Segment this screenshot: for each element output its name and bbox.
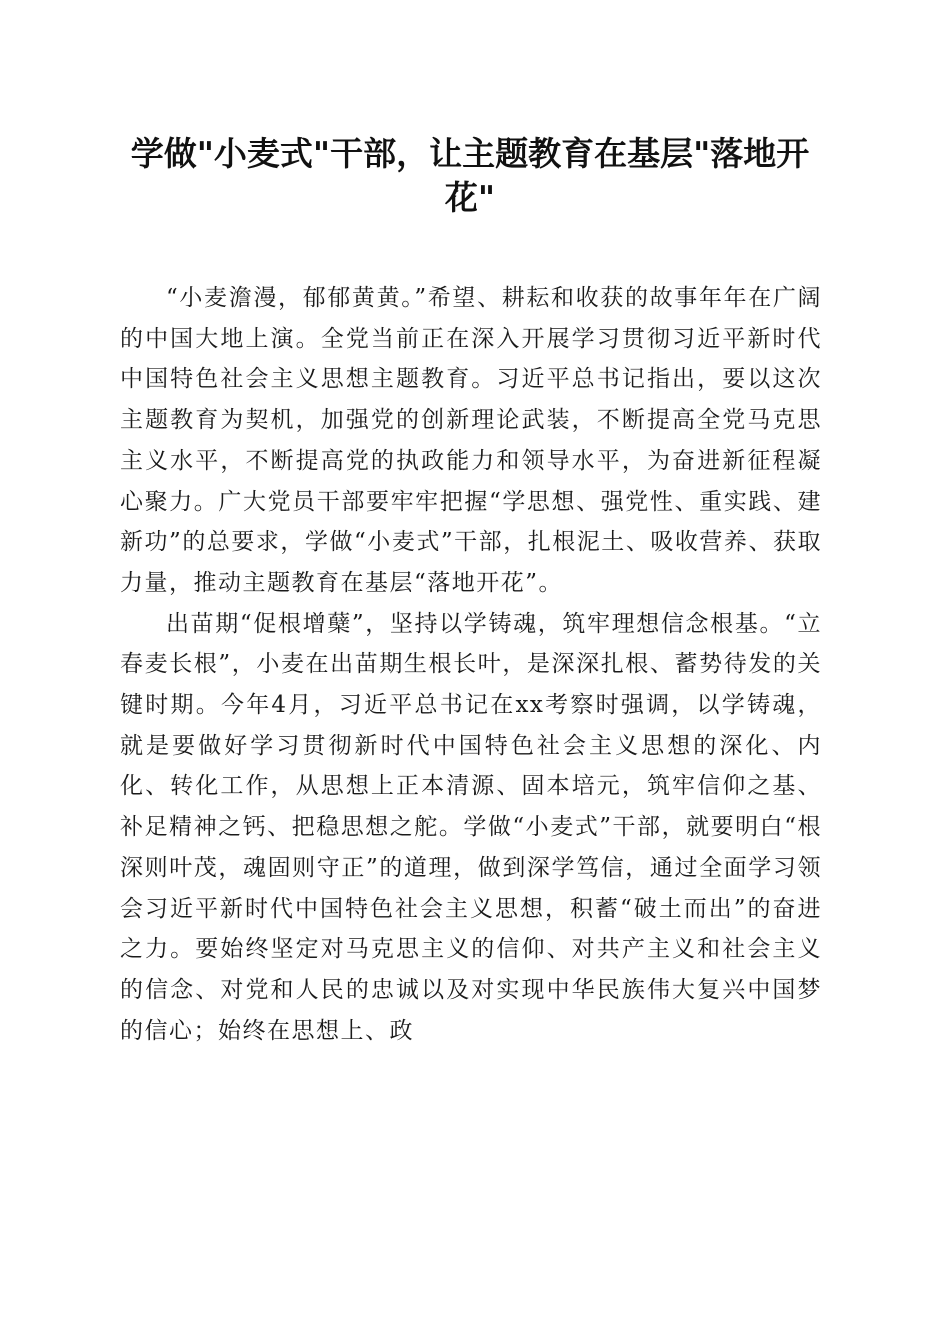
document-title: 学做"小麦式"干部，让主题教育在基层"落地开花" [130,134,810,217]
paragraph-2: 出苗期“促根增蘖”，坚持以学铸魂，筑牢理想信念根基。“立春麦长根”，小麦在出苗期生根长叶，是深深扎根、蓄势待发的关键时期。今年4月，习近平总书记在xx考察时强调，以学铸魂，就是要做好学习贯彻新时代中国特色社会主义思想的深化、内化、转化工作，从思想上正本清源、固本培元，筑牢信仰之基、补足精神之钙、把稳思想之舵。学做“小麦式”干部，就要明白“根深则叶茂，魂固则守正”的道理，做到深学笃信，通过全面学习领会习近平新时代中国特色社会主义思想，积蓄“破土而出”的奋进之力。要始终坚定对马克思主义的信仰、对共产主义和社会主义的信念、对党和人民的忠诚以及对实现中华民族伟大复兴中国梦的信心；始终在思想上、政 [120,610,822,1044]
document-body [120,278,822,1051]
paragraph-1: “小麦澹漫，郁郁黄黄。”希望、耕耘和收获的故事年年在广阔的中国大地上演。全党当前正在深入开展学习贯彻习近平新时代中国特色社会主义思想主题教育。习近平总书记指出，要以这次主题教育为契机，加强党的创新理论武装，不断提高全党马克思主义水平，不断提高党的执政能力和领导水平，为奋进新征程凝心聚力。广大党员干部要牢牢把握“学思想、强党性、重实践、建新功”的总要求，学做“小麦式”干部，扎根泥土、吸收营养、获取力量，推动主题教育在基层“落地开花”。 [120,285,822,596]
